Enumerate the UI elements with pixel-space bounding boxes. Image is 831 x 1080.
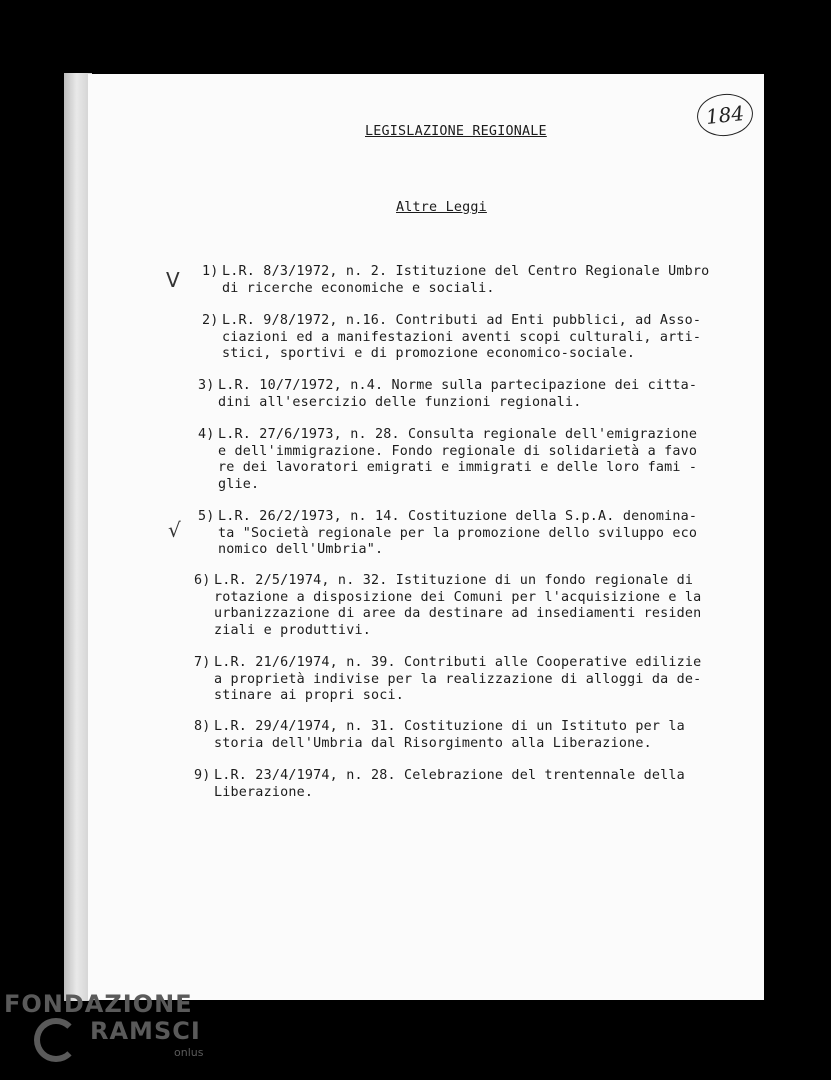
law-item-line: L.R. 2/5/1974, n. 32. Istituzione di un fondo regionale di [214,573,694,588]
law-item-text [218,378,728,411]
law-item-line: L.R. 8/3/1972, n. 2. Istituzione del Centro Regionale Umbro [222,264,710,279]
law-item-line: stinare ai propri soci. [214,688,405,703]
law-item-text [214,573,724,639]
law-item-line: re dei lavoratori emigrati e immigrati e delle loro fami - [218,460,698,475]
law-item-line: di ricerche economiche e sociali. [222,280,495,296]
law-item-number: 3) [198,378,215,393]
law-item-line: L.R. 26/2/1973, n. 14. Costituzione della S.p.A. denomina- [218,509,698,524]
law-item [194,719,724,752]
law-item-number: 9) [194,768,211,783]
law-item-line: L.R. 9/8/1972, n.16. Contributi ad Enti pubblici, ad Asso- [222,313,702,328]
law-item-line: ziali e produttivi. [214,622,371,638]
law-item-number: 2) [202,313,219,328]
law-item-line: a proprietà indivise per la realizzazione di alloggi da de- [214,671,702,687]
check-mark-5: √ [168,518,181,542]
law-item-line: dini all'esercizio delle funzioni regionali. [218,394,582,410]
document-subtitle: Altre Leggi [396,200,487,215]
law-item-line: L.R. 27/6/1973, n. 28. Consulta regionale dell'emigrazione [218,427,698,442]
law-item [202,264,732,297]
law-item-text [214,655,724,705]
law-item-line: urbanizzazione di aree da destinare ad insediamenti residen [214,606,702,621]
law-item-line: stici, sportivi e di promozione economico-sociale. [222,346,636,361]
law-item-line: nomico dell'Umbria". [218,542,384,557]
law-item-text [214,719,724,752]
law-item-number: 8) [194,719,211,734]
law-item-line: glie. [218,476,260,492]
law-item [194,655,724,705]
page-number-stamp: 184 [695,91,755,139]
law-item-line: L.R. 29/4/1974, n. 31. Costituzione di un Istituto per la [214,719,685,734]
law-item-number: 5) [198,509,215,524]
law-item-number: 4) [198,427,215,442]
logo-line-2: RAMSCI [90,1017,201,1045]
law-item [198,427,728,493]
document-title: LEGISLAZIONE REGIONALE [365,124,547,139]
logo-g-mark [34,1018,78,1062]
law-item [202,313,732,363]
law-item-line: L.R. 21/6/1974, n. 39. Contributi alle Cooperative edilizie [214,655,702,670]
law-item-text [218,509,728,559]
check-mark-1: V [166,268,180,292]
law-item [194,768,724,801]
law-item-line: ta "Società regionale per la promozione dello sviluppo eco [218,525,698,541]
law-item [198,509,728,559]
law-item-line: L.R. 10/7/1972, n.4. Norme sulla partecipazione dei citta- [218,378,698,393]
law-item-number: 6) [194,573,211,588]
law-item [198,378,728,411]
law-item-line: Liberazione. [214,784,314,800]
law-item-text [218,427,728,493]
law-item-number: 7) [194,655,211,670]
law-item-line: ciazioni ed a manifestazioni aventi scopi culturali, arti- [222,329,702,345]
law-item-text [222,264,732,297]
logo-line-1: FONDAZIONE [4,990,193,1018]
law-item-number: 1) [202,264,219,279]
fondazione-gramsci-logo [4,990,214,1070]
law-item [194,573,724,639]
law-item-line: L.R. 23/4/1974, n. 28. Celebrazione del trentennale della [214,768,685,783]
logo-line-3: onlus [174,1046,204,1059]
law-item-line: storia dell'Umbria dal Risorgimento alla Liberazione. [214,735,652,751]
law-item-line: e dell'immigrazione. Fondo regionale di solidarietà a favo [218,443,698,459]
law-item-line: rotazione a disposizione dei Comuni per l'acquisizione e la [214,589,702,605]
law-item-text [214,768,724,801]
law-item-text [222,313,732,363]
